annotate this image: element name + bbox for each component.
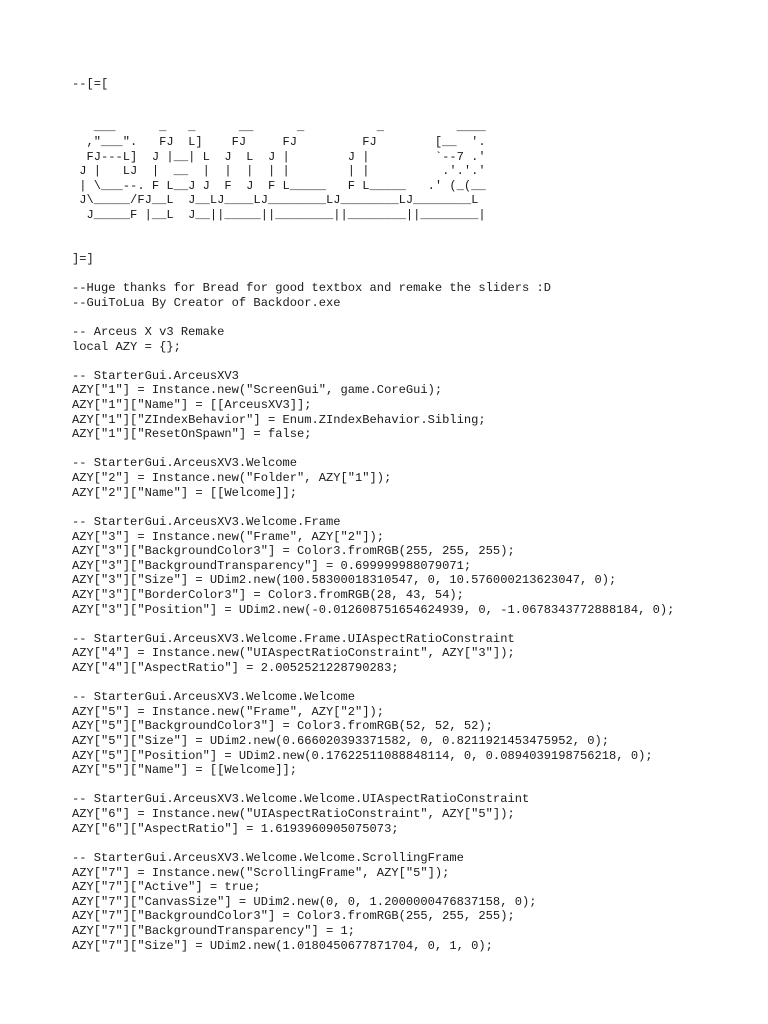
code-line: AZY["1"] = Instance.new("ScreenGui", game.CoreGui);: [72, 383, 443, 398]
code-line: AZY["3"]["BackgroundTransparency"] = 0.699999988079071;: [72, 558, 472, 573]
code-line: AZY["6"] = Instance.new("UIAspectRatioConstraint", AZY["5"]);: [72, 807, 515, 822]
code-line: J\_____/FJ__L J__LJ____LJ________LJ________LJ________L: [72, 193, 479, 208]
code-line: -- StarterGui.ArceusXV3: [72, 368, 239, 383]
code-line: [72, 836, 762, 851]
code-line: local AZY = {};: [72, 339, 181, 354]
code-line: AZY["3"]["BackgroundColor3"] = Color3.fromRGB(255, 255, 255);: [72, 544, 515, 559]
code-line: [72, 778, 762, 793]
code-line: ,"___". FJ L] FJ FJ FJ [__ '.: [72, 135, 486, 150]
code-line: AZY["7"]["BackgroundTransparency"] = 1;: [72, 923, 356, 938]
code-line: AZY["1"]["ZIndexBehavior"] = Enum.ZIndexBehavior.Sibling;: [72, 412, 486, 427]
code-line: -- StarterGui.ArceusXV3.Welcome.Frame.UIAspectRatioConstraint: [72, 631, 515, 646]
code-line: AZY["3"]["BorderColor3"] = Color3.fromRGB(28, 43, 54);: [72, 587, 464, 602]
code-line: --Huge thanks for Bread for good textbox and remake the sliders :D: [72, 281, 551, 296]
code-line: --GuiToLua By Creator of Backdoor.exe: [72, 295, 341, 310]
code-line: -- Arceus X v3 Remake: [72, 324, 225, 339]
code-line: AZY["1"]["Name"] = [[ArceusXV3]];: [72, 398, 312, 413]
code-line: J | LJ | __ | | | | | | | .'.'.': [72, 164, 486, 179]
code-line: -- StarterGui.ArceusXV3.Welcome.Welcome.ScrollingFrame: [72, 850, 464, 865]
code-line: AZY["7"]["Active"] = true;: [72, 880, 261, 895]
code-line: AZY["7"]["BackgroundColor3"] = Color3.fromRGB(255, 255, 255);: [72, 909, 515, 924]
code-line: [72, 354, 762, 369]
code-line: [72, 267, 762, 282]
code-line: [72, 62, 762, 77]
code-line: ___ _ _ __ _ _ ____: [72, 120, 486, 135]
code-line: AZY["3"] = Instance.new("Frame", AZY["2"]);: [72, 529, 385, 544]
code-line: [72, 442, 762, 457]
code-line: J_____F |__L J__||_____||________||________||________|: [72, 208, 486, 223]
code-line: [72, 91, 762, 106]
code-line: -- StarterGui.ArceusXV3.Welcome: [72, 456, 297, 471]
code-line: AZY["7"] = Instance.new("ScrollingFrame", AZY["5"]);: [72, 865, 450, 880]
code-line: AZY["6"]["AspectRatio"] = 1.6193960905075073;: [72, 821, 399, 836]
code-line: [72, 500, 762, 515]
code-line: [72, 223, 762, 238]
code-line: [72, 106, 762, 121]
code-document: [72, 62, 762, 953]
code-line: -- StarterGui.ArceusXV3.Welcome.Frame: [72, 514, 341, 529]
code-line: ]=]: [72, 251, 94, 266]
code-line: | \___--. F L__J J F J F L_____ F L_____ .' (_(__: [72, 178, 486, 193]
code-line: AZY["3"]["Position"] = UDim2.new(-0.012608751654624939, 0, -1.0678343772888184, 0);: [72, 602, 675, 617]
code-line: AZY["2"]["Name"] = [[Welcome]];: [72, 485, 297, 500]
code-line: [72, 310, 762, 325]
code-line: AZY["3"]["Size"] = UDim2.new(100.58300018310547, 0, 10.576000213623047, 0);: [72, 573, 617, 588]
code-line: AZY["5"]["Size"] = UDim2.new(0.666020393371582, 0, 0.8211921453475952, 0);: [72, 734, 610, 749]
code-line: AZY["7"]["Size"] = UDim2.new(1.0180450677871704, 0, 1, 0);: [72, 938, 493, 953]
code-line: AZY["5"] = Instance.new("Frame", AZY["2"]);: [72, 704, 385, 719]
code-line: [72, 237, 762, 252]
code-line: --[=[: [72, 76, 109, 91]
code-line: AZY["5"]["Name"] = [[Welcome]];: [72, 763, 297, 778]
code-line: AZY["4"]["AspectRatio"] = 2.0052521228790283;: [72, 660, 399, 675]
code-line: AZY["2"] = Instance.new("Folder", AZY["1"]);: [72, 471, 392, 486]
code-line: AZY["1"]["ResetOnSpawn"] = false;: [72, 427, 312, 442]
code-line: AZY["7"]["CanvasSize"] = UDim2.new(0, 0, 1.2000000476837158, 0);: [72, 894, 537, 909]
code-line: [72, 676, 762, 691]
code-line: AZY["4"] = Instance.new("UIAspectRatioConstraint", AZY["3"]);: [72, 646, 515, 661]
code-line: AZY["5"]["Position"] = UDim2.new(0.17622511088848114, 0, 0.0894039198756218, 0);: [72, 748, 653, 763]
code-line: -- StarterGui.ArceusXV3.Welcome.Welcome: [72, 690, 356, 705]
code-line: FJ---L] J |__| L J L J | J | `--7 .': [72, 149, 486, 164]
code-line: [72, 617, 762, 632]
code-line: AZY["5"]["BackgroundColor3"] = Color3.fromRGB(52, 52, 52);: [72, 719, 493, 734]
code-line: -- StarterGui.ArceusXV3.Welcome.Welcome.UIAspectRatioConstraint: [72, 792, 530, 807]
